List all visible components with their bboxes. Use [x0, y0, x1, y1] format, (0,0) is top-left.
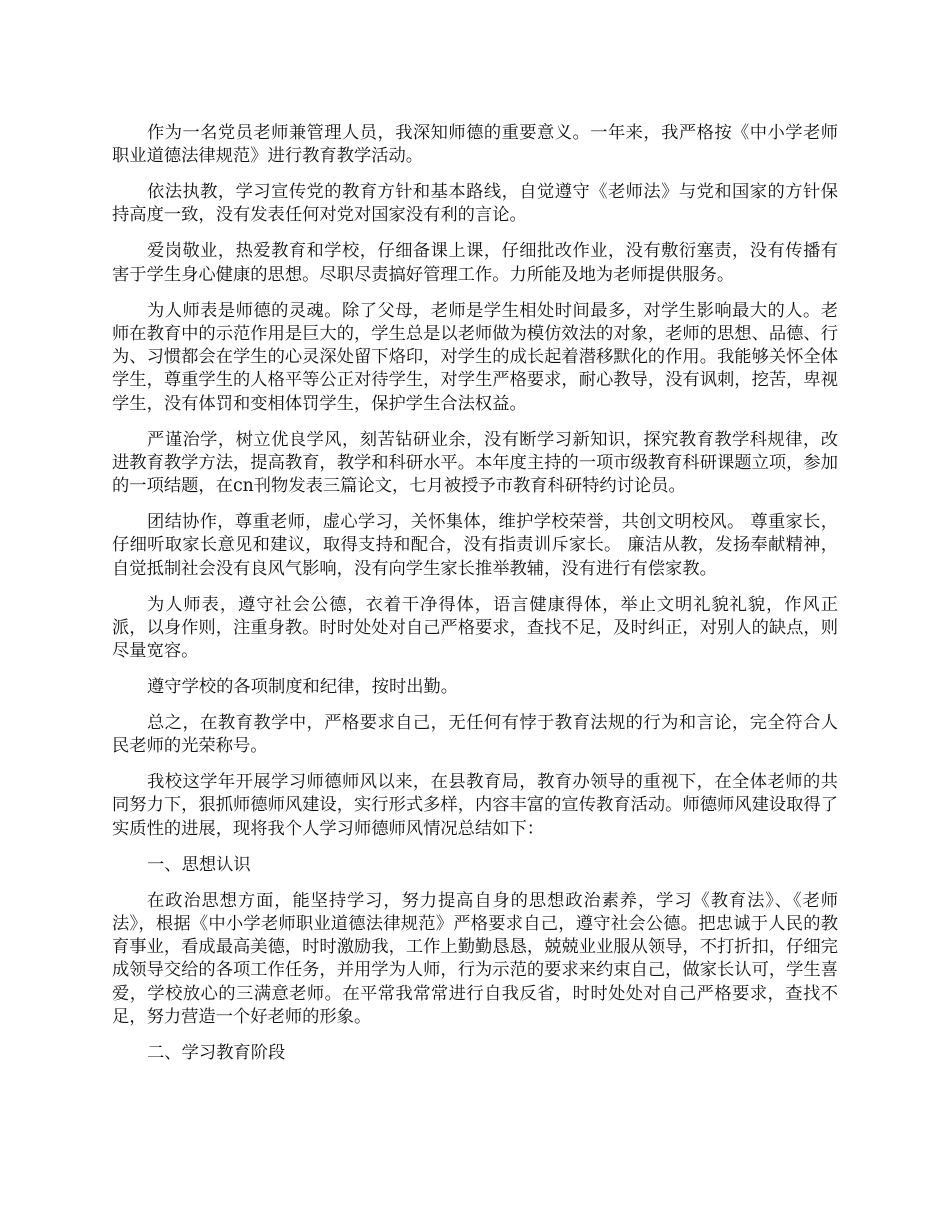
paragraph-11: 在政治思想方面，能坚持学习，努力提高自身的思想政治素养，学习《教育法》、《老师法》，根据《中小学老师职业道德法律规范》严格要求自己，遵守社会公德。把忠诚于人民的教育事业，看成最高美德，时时激励我，工作上勤勤恳恳，兢兢业业服从领导，不打折扣，仔细完成领导交给的各项工作任务，并用学为人师，行为示范的要求来约束自己，做家长认可，学生喜爱，学校放心的三满意老师。在平常我常常进行自我反省，时时处处对自己严格要求，查找不足，努力营造一个好老师的形象。 [112, 890, 838, 1028]
paragraph-1: 作为一名党员老师兼管理人员，我深知师德的重要意义。一年来，我严格按《中小学老师职业道德法律规范》进行教育教学活动。 [112, 123, 838, 167]
paragraph-9: 总之，在教育教学中，严格要求自己，无任何有悖于教育法规的行为和言论，完全符合人民老师的光荣称号。 [112, 712, 838, 757]
paragraph-7: 为人师表，遵守社会公德，衣着干净得体，语言健康得体，举止文明礼貌礼貌，作风正派，以身作则，注重身教。时时处处对自己严格要求，查找不足，及时纠正，对别人的缺点，则尽量宽容。 [112, 594, 838, 662]
paragraph-6: 团结协作，尊重老师，虚心学习，关怀集体，维护学校荣誉，共创文明校风。 尊重家长，仔细听取家长意见和建议，取得支持和配合，没有指责训斥家长。 廉洁从教，发扬奉献精神，自觉抵制社会没有良风气影响，没有向学生家长推举教辅，没有进行有偿家教。 [112, 512, 838, 579]
paragraph-5: 严谨治学，树立优良学风，刻苦钻研业余，没有断学习新知识，探究教育教学科规律，改进教育教学方法，提高教育，教学和科研水平。本年度主持的一项市级教育科研课题立项，参加的一项结题，在cn刊物发表三篇论文，七月被授予市教育科研特约讨论员。 [112, 429, 838, 497]
document-body [112, 122, 838, 1078]
paragraph-10: 我校这学年开展学习师德师风以来，在县教育局，教育办领导的重视下，在全体老师的共同努力下，狠抓师德师风建设，实行形式多样，内容丰富的宣传教育活动。师德师风建设取得了实质性的进展，现将我个人学习师德师风情况总结如下： [112, 772, 838, 839]
paragraph-2: 依法执教，学习宣传党的教育方针和基本路线，自觉遵守《老师法》与党和国家的方针保持高度一致，没有发表任何对党对国家没有利的言论。 [112, 182, 838, 226]
paragraph-3: 爱岗敬业，热爱教育和学校，仔细备课上课，仔细批改作业，没有敷衍塞责，没有传播有害于学生身心健康的思想。尽职尽责搞好管理工作。力所能及地为老师提供服务。 [112, 241, 838, 285]
paragraph-4: 为人师表是师德的灵魂。除了父母，老师是学生相处时间最多，对学生影响最大的人。老师在教育中的示范作用是巨大的，学生总是以老师做为模仿效法的对象，老师的思想、品德、行为、习惯都会在学生的心灵深处留下烙印，对学生的成长起着潜移默化的作用。我能够关怀全体学生，尊重学生的人格平等公正对待学生，对学生严格要求，耐心教导，没有讽刺，挖苦，卑视学生，没有体罚和变相体罚学生，保护学生合法权益。 [112, 300, 838, 414]
section-heading-1: 一、思想认识 [147, 854, 251, 875]
paragraph-8: 遵守学校的各项制度和纪律，按时出勤。 [147, 677, 459, 698]
section-heading-2: 二、学习教育阶段 [147, 1042, 286, 1063]
